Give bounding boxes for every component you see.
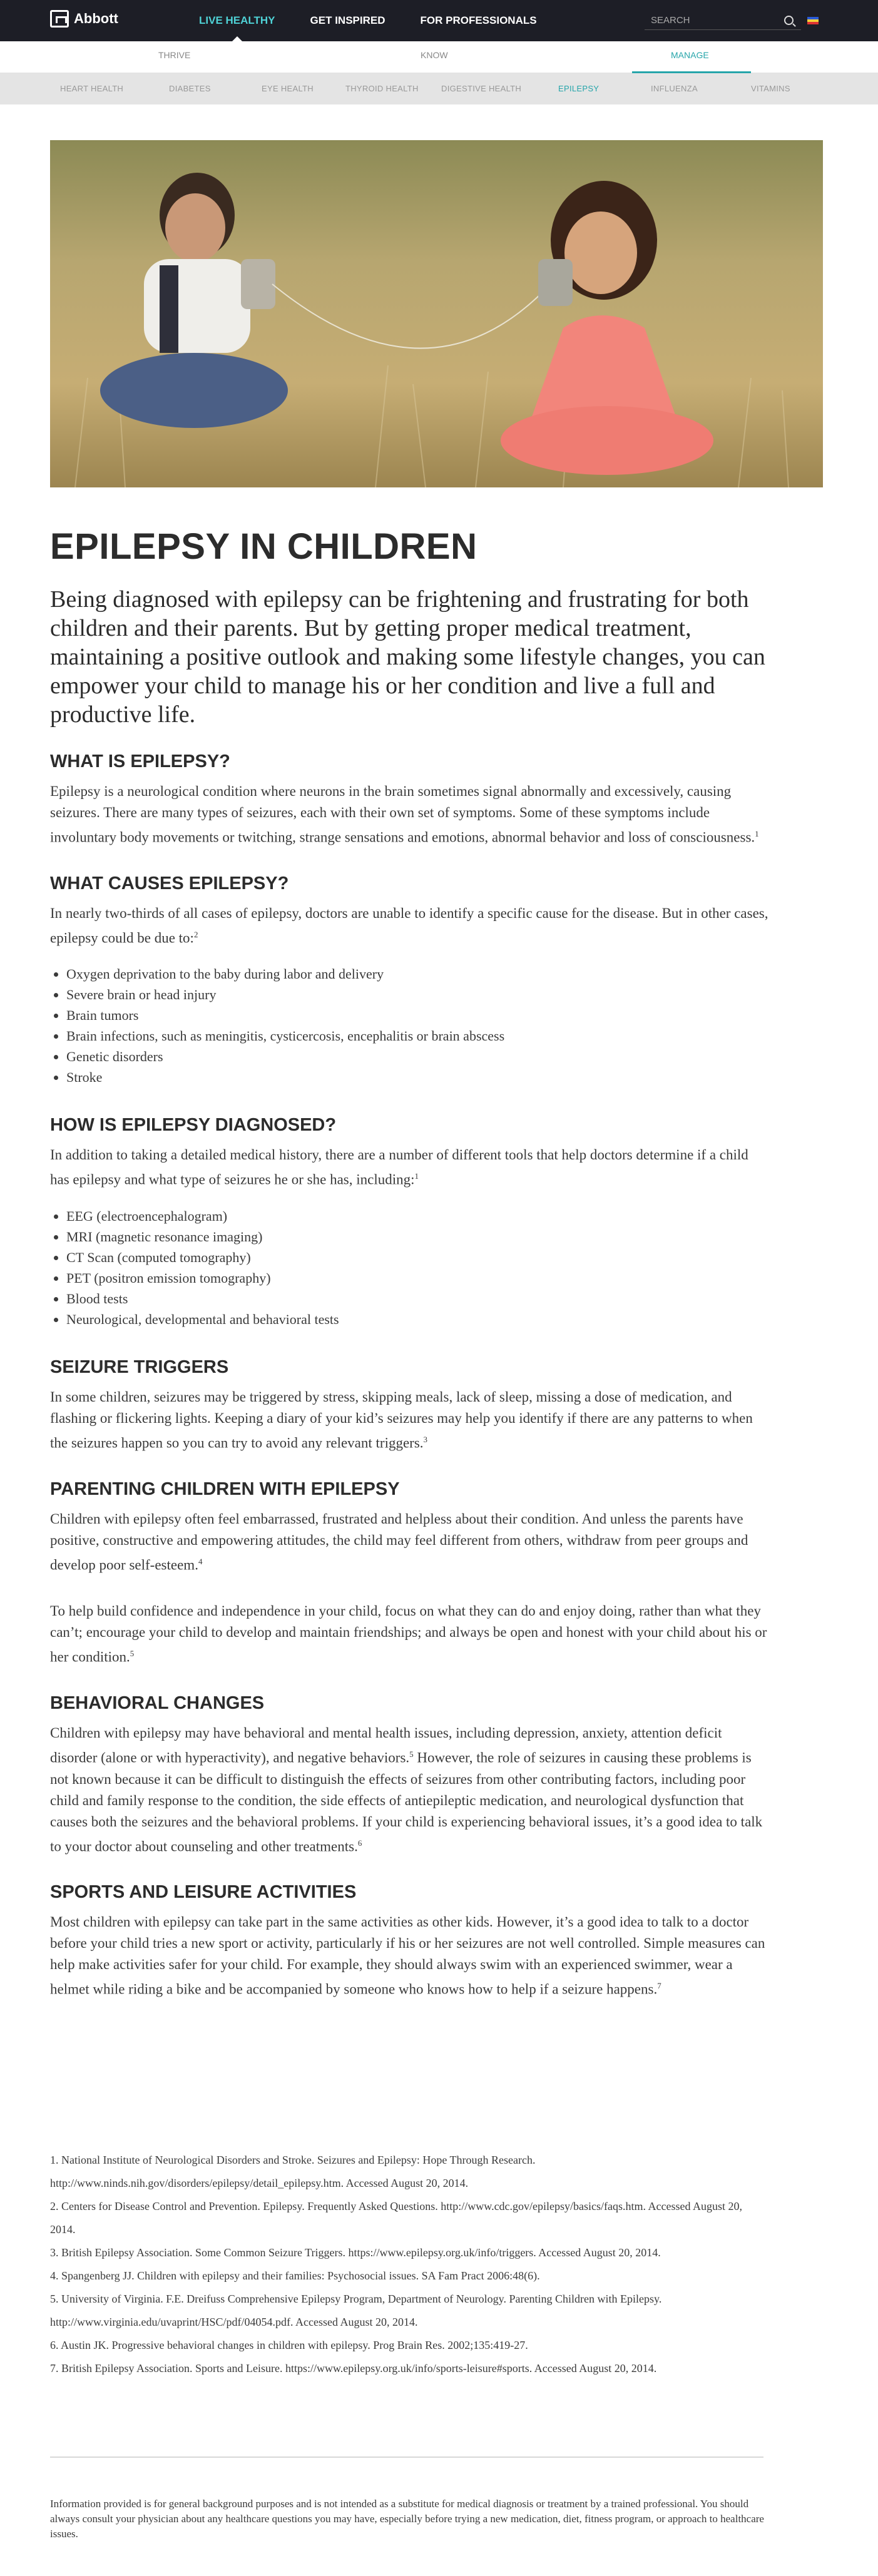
footnote-ref[interactable]: 1 (755, 829, 759, 838)
reference-item: 2. Centers for Disease Control and Prevention. Epilepsy. Frequently Asked Questions. http://www.cdc.gov/epilepsy/basics/faqs.htm. Accessed August 20, 2014. (50, 2200, 742, 2236)
footnote-ref[interactable]: 4 (198, 1556, 203, 1566)
footnote-ref[interactable]: 5 (409, 1749, 414, 1759)
category-influenza[interactable]: INFLUENZA (651, 84, 698, 93)
category-bar (0, 73, 878, 104)
paragraph-what-causes-epilepsy: In nearly two-thirds of all cases of epilepsy, doctors are unable to identify a specific cause for the disease. But in other cases, epilepsy could be due to:$^2$ (50, 905, 768, 946)
abbott-logo-icon (50, 10, 69, 28)
heading-what-causes-epilepsy: WHAT CAUSES EPILEPSY? (50, 873, 289, 893)
footnote-ref[interactable]: 3 (423, 1434, 428, 1444)
heading-how-diagnosed: HOW IS EPILEPSY DIAGNOSED? (50, 1115, 337, 1136)
paragraph-how-diagnosed: In addition to taking a detailed medical history, there are a number of different tools that help doctors determine if a child has epilepsy and what type of seizures he or she has, including:$^1$ (50, 1147, 748, 1188)
intro-paragraph: Being diagnosed with epilepsy can be frightening and frustrating for both children and their parents. But by getting proper medical treatment, maintaining a positive outlook and making some lifestyle changes, you can empower your child to manage his or her condition and live a full and productive life. (50, 586, 765, 728)
primary-nav (181, 0, 554, 41)
list-item: • Genetic disorders (66, 1046, 770, 1067)
list-item: • CT Scan (computed tomography) (66, 1247, 770, 1268)
list-item: • Stroke (66, 1067, 770, 1087)
secondary-nav (0, 41, 878, 73)
category-vitamins[interactable]: VITAMINS (751, 84, 790, 93)
divider (50, 2456, 763, 2458)
disclaimer: Information provided is for general background purposes and is not intended as a substitute for medical diagnosis or treatment by a trained professional. You should always consult your physician about any healthcare questions you may have, especially before trying a new medication, diet, fitness program, or approach to healthcare issues. (50, 2498, 764, 2540)
footnote-ref[interactable]: 2 (193, 929, 198, 939)
abbott-logo[interactable] (50, 10, 118, 28)
list-item: • EEG (electroencephalogram) (66, 1206, 770, 1226)
causes-list (50, 964, 770, 1087)
nav-live-healthy[interactable]: LIVE HEALTHY (181, 0, 293, 41)
nav-for-professionals[interactable]: FOR PROFESSIONALS (420, 14, 537, 26)
subnav-know[interactable]: KNOW (421, 50, 448, 60)
paragraph-sports-leisure: Most children with epilepsy can take part in the same activities as other kids. However, it’s a good idea to talk to a doctor before your child tries a new sport or activity, particularly if his or her seizures are not well controlled. Simple measures can help make activities safer for your child. For example, they should always swim with an experienced swimmer, wear a helmet while riding a bike and be accompanied by someone who knows how to help if a seizure happens.$^7$ (50, 1914, 765, 1997)
search-input[interactable]: SEARCH (651, 14, 690, 26)
hero-image (50, 140, 823, 487)
search-box[interactable] (645, 11, 801, 30)
category-diabetes[interactable]: DIABETES (169, 84, 211, 93)
brand-name: Abbott (74, 11, 118, 26)
paragraph-parenting-2: To help build confidence and independence in your child, focus on what they can do and enjoy doing, rather than what they can’t; encourage your child to develop and maintain friendships; and always be open and honest with your child about his or her condition.$^5$ (50, 1603, 767, 1665)
heading-seizure-triggers: SEIZURE TRIGGERS (50, 1357, 229, 1377)
children-tin-can-phone-illustration (50, 140, 823, 487)
paragraph-seizure-triggers: In some children, seizures may be triggered by stress, skipping meals, lack of sleep, missing a dose of medication, and flashing or flickering lights. Keeping a diary of your kid’s seizures may help you identify if there are any patterns to when the seizures happen so you can try to avoid any relevant triggers.$^3$ (50, 1388, 753, 1451)
paragraph-behavioral-changes: Children with epilepsy may have behavioral and mental health issues, including depression, anxiety, attention deficit disorder (alone or with hyperactivity), and negative behaviors.$^5$ However, the role of seizures in causing these problems is not known because it can be difficult to distinguish the effects of seizures from other contributing factors, including poor child and family response to the condition, the side effects of antiepileptic medication, and neurological dysfunction that causes both the seizures and the behavioral problems. If your child is experiencing behavioral issues, it’s a good idea to talk to your doctor about counseling and other treatments.$^6$ (50, 1724, 763, 1855)
reference-item: 5. University of Virginia. F.E. Dreifuss Comprehensive Epilepsy Program, Department of Neurology. Parenting Children with Epilepsy. http://www.virginia.edu/uvaprint/HSC/pdf/04054.pdf. Accessed August 20, 2014. (50, 2293, 662, 2328)
subnav-manage[interactable]: MANAGE (671, 50, 709, 60)
category-epilepsy[interactable]: EPILEPSY (558, 84, 600, 93)
reference-item: 7. British Epilepsy Association. Sports and Leisure. https://www.epilepsy.org.uk/info/sports-leisure#sports. Accessed August 20, 2014. (50, 2362, 657, 2375)
list-item: • Brain infections, such as meningitis, cysticercosis, encephalitis or brain abscess (66, 1026, 770, 1046)
reference-item: 3. British Epilepsy Association. Some Common Seizure Triggers. https://www.epilepsy.org.uk/info/triggers. Accessed August 20, 2014. (50, 2246, 661, 2259)
list-item: • Brain tumors (66, 1005, 770, 1026)
heading-sports-leisure: SPORTS AND LEISURE ACTIVITIES (50, 1882, 357, 1903)
list-item: • PET (positron emission tomography) (66, 1268, 770, 1288)
category-digestive-health[interactable]: DIGESTIVE HEALTH (441, 84, 522, 93)
search-icon[interactable] (784, 16, 794, 25)
footnote-ref[interactable]: 7 (657, 1981, 661, 1991)
top-navigation-bar (0, 0, 878, 41)
diagnosis-list (50, 1206, 770, 1330)
reference-item: 6. Austin JK. Progressive behavioral changes in children with epilepsy. Prog Brain Res. 2002;135:419-27. (50, 2339, 528, 2351)
footnote-ref[interactable]: 1 (414, 1171, 419, 1181)
footnote-ref[interactable]: 6 (357, 1838, 362, 1848)
list-item: • Neurological, developmental and behavioral tests (66, 1309, 770, 1330)
heading-behavioral-changes: BEHAVIORAL CHANGES (50, 1693, 265, 1713)
list-item: • Blood tests (66, 1288, 770, 1309)
reference-item: 1. National Institute of Neurological Disorders and Stroke. Seizures and Epilepsy: Hope Through Research. http://www.ninds.nih.gov/disorders/epilepsy/detail_epilepsy.htm. Accessed August 20, 2014. (50, 2154, 536, 2189)
paragraph-parenting-1: Children with epilepsy often feel embarrassed, frustrated and helpless about their condition. And unless the parents have positive, constructive and empowering attitudes, the child may feel different from others, withdraw from peer groups and develop poor self-esteem.$^4$ (50, 1510, 748, 1573)
article-body (50, 526, 770, 2025)
category-heart-health[interactable]: HEART HEALTH (60, 84, 124, 93)
reference-item: 4. Spangenberg JJ. Children with epilepsy and their families: Psychosocial issues. SA Fam Pract 2006:48(6). (50, 2269, 540, 2282)
category-thyroid-health[interactable]: THYROID HEALTH (345, 84, 419, 93)
references-list (50, 2149, 770, 2380)
category-eye-health[interactable]: EYE HEALTH (262, 84, 314, 93)
list-item: • Oxygen deprivation to the baby during labor and delivery (66, 964, 770, 984)
list-item: • Severe brain or head injury (66, 984, 770, 1005)
list-item: • MRI (magnetic resonance imaging) (66, 1226, 770, 1247)
country-flag-icon[interactable] (807, 17, 819, 24)
heading-what-is-epilepsy: WHAT IS EPILEPSY? (50, 751, 230, 771)
heading-parenting: PARENTING CHILDREN WITH EPILEPSY (50, 1479, 400, 1499)
paragraph-what-is-epilepsy: Epilepsy is a neurological condition where neurons in the brain sometimes signal abnormally and excessively, causing seizures. There are many types of seizures, each with their own set of symptoms. Some of these symptoms include involuntary body movements or twitching, strange sensations and emotions, abnormal behavior and loss of consciousness.$^1$ (50, 783, 759, 845)
nav-get-inspired[interactable]: GET INSPIRED (310, 14, 385, 26)
subnav-thrive[interactable]: THRIVE (158, 50, 191, 60)
page-title: EPILEPSY IN CHILDREN (50, 526, 477, 567)
footnote-ref[interactable]: 5 (130, 1649, 135, 1659)
